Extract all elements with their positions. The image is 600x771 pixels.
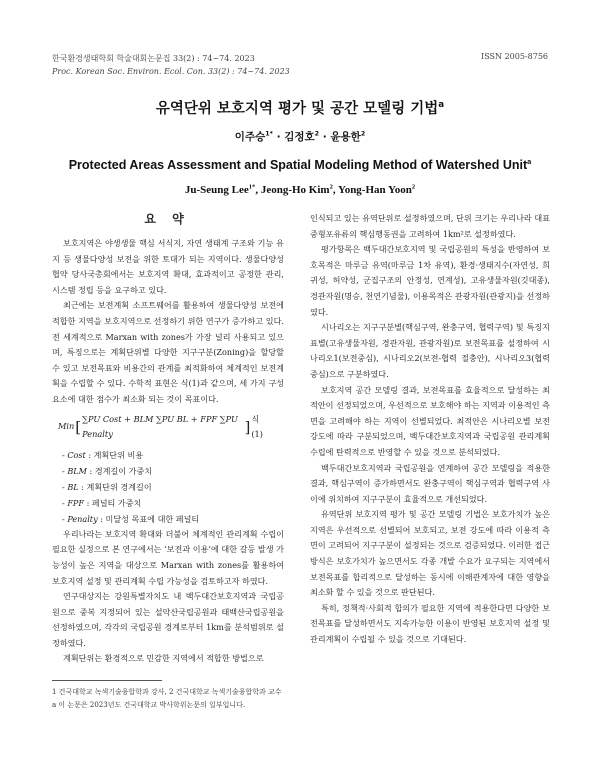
title-english-text: Protected Areas Assessment and Spatial Modeling Method of Watershed Unit bbox=[68, 158, 528, 172]
equation-number: 식(1) bbox=[251, 413, 263, 440]
definition-desc: 경계길이 가중치 bbox=[94, 465, 153, 476]
abstract-paragraph: 계획단위는 환경적으로 민감한 지역에서 적합한 방법으로 bbox=[63, 653, 264, 664]
author-affiliation-mark: 1* bbox=[248, 183, 256, 191]
author-affiliation-mark: 2 bbox=[314, 130, 320, 138]
left-paragraphs bbox=[52, 236, 284, 408]
definition-item bbox=[62, 479, 284, 495]
author-separator: , bbox=[255, 184, 261, 196]
definition-item bbox=[62, 463, 284, 479]
author-name: 윤용한 bbox=[330, 131, 361, 143]
abstract-paragraph: 보호지역은 야생생물 핵심 서식지, 자연 생태계 구조와 기능 유지 등 생물다양성 보전을 위한 토대가 되는 지역이다. 생물다양성협약 당사국총회에서는 보호지역 확대, 효과적이고 공정한 관리, 시스템 정립 등을 요구하고 있다. bbox=[52, 238, 284, 295]
definition-dash: - bbox=[62, 497, 68, 508]
definition-symbol: BLM bbox=[67, 465, 87, 476]
author-name: Yong-Han Yoon bbox=[337, 184, 412, 196]
definition-colon: : bbox=[78, 481, 87, 492]
definition-symbol: Cost bbox=[67, 449, 86, 460]
definition-colon: : bbox=[97, 513, 106, 524]
author-affiliation-mark: 2 bbox=[360, 130, 366, 138]
definition-colon: : bbox=[86, 465, 95, 476]
author-name: 이주승 bbox=[234, 131, 266, 143]
author-affiliation-mark: 2 bbox=[329, 183, 333, 191]
author-separator: · bbox=[319, 131, 331, 143]
equation-1 bbox=[58, 412, 284, 443]
footnote-rule bbox=[52, 680, 162, 681]
abstract-paragraph: 최근에는 보전계획 소프트웨어를 활용하여 생물다양성 보전에 적합한 지역을 보호지역으로 선정하기 위한 연구가 증가하고 있다. 전 세계적으로 Marxan with zones가 가장 널리 사용되고 있으며, 특징으로는 계획단위별 다양한 지구구분(Zoning)을 할당할 수 있고 보전목표와 비용간의 관계를 최적화하여 체계적인 보전계획을 수립할 수 있다. 수학적 표현은 식(1)과 같으며, 세 가지 구성 요소에 대한 점수가 최소화 되는 것이 목표이다. bbox=[52, 300, 284, 404]
definition-dash: - bbox=[62, 481, 68, 492]
abstract-right-column bbox=[310, 211, 550, 648]
definition-dash: - bbox=[62, 465, 68, 476]
definition-colon: : bbox=[84, 497, 92, 508]
abstract-paragraph: 유역단위 보호지역 평가 및 공간 모델링 기법은 보호가치가 높은 지역은 우선적으로 선별되어 보호되고, 보전 강도에 따라 이용적 측면이 고려되어 지구구분이 설정되는 것으로 검증되었다. 이러한 접근방식은 보호가치가 높으면서도 각종 개발 수요가 요구되는 지역에서 보전목표를 합리적으로 달성하는 동시에 이해관계자에 대한 영향을 최소화 할 수 있을 것으로 판단된다. bbox=[310, 509, 550, 598]
definition-desc: 계획단위 경계길이 bbox=[86, 481, 152, 492]
definition-dash: - bbox=[62, 449, 68, 460]
definition-desc: 계획단위 비용 bbox=[93, 449, 144, 460]
definition-desc: 페널티 가중치 bbox=[91, 497, 142, 508]
journal-header bbox=[52, 52, 290, 78]
title-korean-text: 유역단위 보호지역 평가 및 공간 모델링 기법 bbox=[155, 101, 439, 117]
title-english-note-mark: a bbox=[527, 156, 532, 166]
issn: ISSN 2005-8756 bbox=[481, 52, 548, 61]
definition-item bbox=[62, 495, 284, 511]
author-name: Ju-Seung Lee bbox=[184, 184, 249, 196]
abstract-heading: 요 약 bbox=[144, 212, 190, 226]
definition-dash: - bbox=[62, 513, 68, 524]
abstract-left-column bbox=[52, 236, 284, 667]
definition-desc: 미달성 목표에 대한 페널티 bbox=[105, 513, 200, 524]
author-separator: , bbox=[332, 184, 338, 196]
equation-bracket-left: [ bbox=[75, 418, 82, 437]
abstract-paragraph: 우리나라는 보호지역 확대와 더불어 체계적인 관리계획 수립이 필요한 실정으로 본 연구에서는 ‘보전과 이용’에 대한 갈등 발생 가능성이 높은 지역을 대상으로 Marxan with zones를 활용하여 보호지역 설정 및 관리계획 수립 가능성을 검토하고자 하였다. bbox=[52, 528, 284, 586]
abstract-paragraph: 보호지역 공간 모델링 결과, 보전목표를 효율적으로 달성하는 최적안이 선정되었으며, 우선적으로 보호해야 하는 지역과 이용적인 측면을 고려해야 하는 지역이 선별되었다. 최적안은 시나리오별 보전 강도에 따라 구분되었으며, 백두대간보호지역과 국립공원 관리계획 수립에 탄력적으로 반영할 수 있을 것으로 분석되었다. bbox=[310, 384, 550, 457]
abstract-paragraph: 평가항목은 백두대간보호지역 및 국립공원의 특성을 반영하여 보호목적은 마루금 유역(마루금 1차 유역), 환경·생태지수(자연성, 희귀성, 허약성, 군집구조의 안정성, 연계성), 고유생물자원(깃대종), 경관자원(명승, 천연기념물), 이용목적은 관광자원(관광지)을 선정하였다. bbox=[310, 244, 550, 317]
author-name: Jeong-Ho Kim bbox=[260, 184, 330, 196]
authors-english bbox=[0, 184, 600, 196]
equation-body: ∑PU Cost + BLM ∑PU BL + FPF ∑PU Penalty bbox=[82, 413, 238, 440]
abstract-paragraph: 인식되고 있는 유역단위로 설정하였으며, 단위 크기는 우리나라 대표 중형포유류의 핵심행동권을 고려하여 1km²로 설정하였다. bbox=[310, 213, 550, 239]
author-name: 김정호 bbox=[284, 131, 315, 143]
abstract-paragraph: 백두대간보호지역과 국립공원을 연계하여 공간 모델링을 적용한 결과, 핵심구역이 증가하면서도 완충구역이 핵심구역과 협력구역 사이에 위치하여 지구구분이 효율적으로 개선되었다. bbox=[310, 462, 550, 504]
definition-item bbox=[62, 447, 284, 463]
authors-korean bbox=[0, 129, 600, 144]
definition-colon: : bbox=[85, 449, 94, 460]
definition-symbol: BL bbox=[67, 481, 79, 492]
equation-min: Min bbox=[58, 421, 75, 432]
definition-symbol: Penalty bbox=[67, 513, 98, 524]
author-separator: · bbox=[272, 131, 285, 143]
abstract-paragraph: 특히, 정책적·사회적 합의가 필요한 지역에 적용한다면 다양한 보전목표를 달성하면서도 지속가능한 이용이 반영된 보호지역 설정 및 관리계획이 수립될 수 있을 것으로 기대된다. bbox=[310, 602, 550, 645]
footnote-thesis: a 이 논문은 2023년도 건국대학교 박사학위논문의 일부입니다. bbox=[52, 700, 246, 709]
journal-citation-ko: 한국환경생태학회 학술대회논문집 33(2) : 74~74. 2023 bbox=[52, 54, 255, 63]
author-affiliation-mark: 1* bbox=[265, 130, 273, 138]
definition-symbol: FPF bbox=[67, 497, 84, 508]
left-paragraphs-after bbox=[52, 527, 284, 667]
definition-item bbox=[62, 511, 284, 527]
journal-citation-en: Proc. Korean Soc. Environ. Ecol. Con. 33(2) : 74~74. 2023 bbox=[52, 67, 290, 76]
title-korean bbox=[0, 97, 600, 118]
footnote-affiliation: 1 건국대학교 녹색기술융합학과 강사, 2 건국대학교 녹색기술융합학과 교수 bbox=[52, 688, 282, 696]
abstract-paragraph: 연구대상지는 강원특별자치도 내 백두대간보호지역과 국립공원으로 중복 지정되어 있는 설악산국립공원과 태백산국립공원을 선정하였으며, 각각의 국립공원 경계로부터 1km를 분석범위로 설정하였다. bbox=[52, 591, 284, 648]
author-affiliation-mark: 2 bbox=[411, 183, 416, 191]
equation-definitions bbox=[52, 447, 284, 527]
abstract-paragraph: 시나리오는 지구구분별(핵심구역, 완충구역, 협력구역) 및 특징지표별(고유생물자원, 경관자원, 관광자원)로 보전목표를 설정하여 시나리오1(보전중심), 시나리오2(보전-협력 절충안), 시나리오3(협력중심)으로 구분하였다. bbox=[310, 322, 550, 379]
title-korean-note-mark: a bbox=[438, 100, 445, 111]
equation-bracket-right: ] bbox=[244, 418, 251, 437]
footnotes bbox=[52, 686, 282, 711]
title-english bbox=[0, 158, 600, 172]
